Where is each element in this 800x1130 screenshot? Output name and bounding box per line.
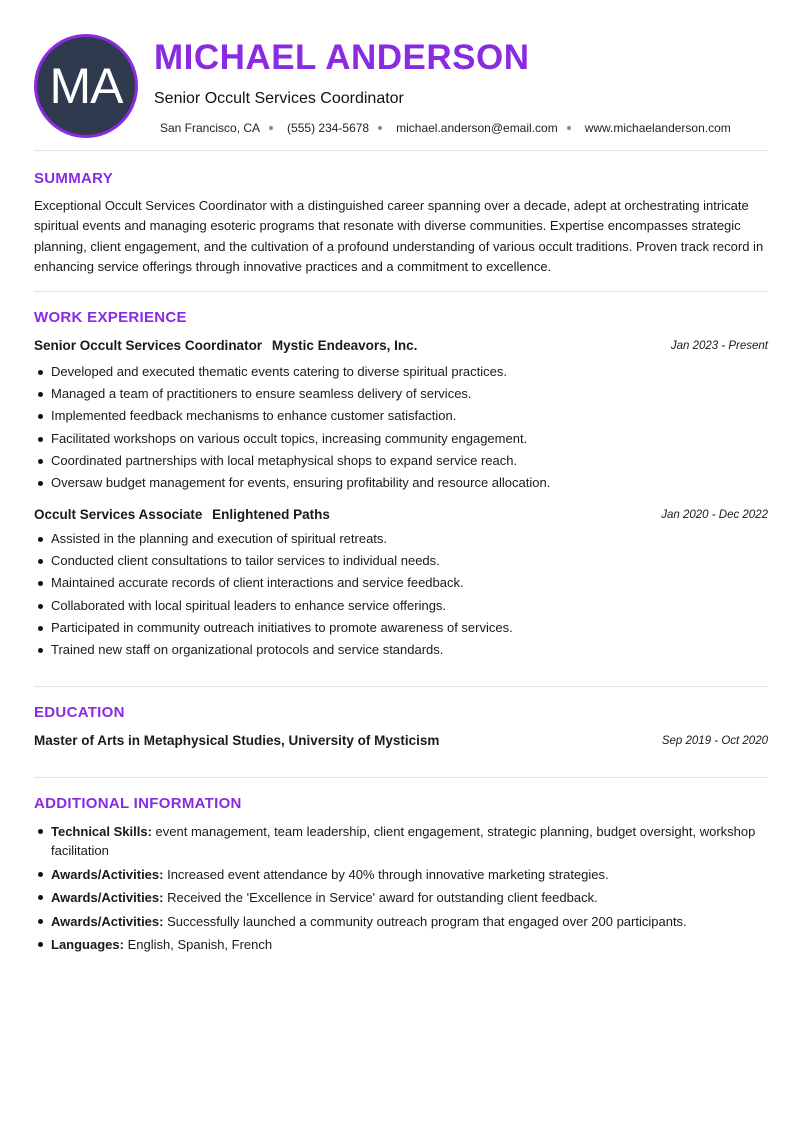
additional-list [34,822,768,959]
summary-text: Exceptional Occult Services Coordinator with a distinguished career spanning over a decade, adept at orchestrating intricate spiritual events and managing esoteric programs that resonate with diverse communities. Expertise encompasses strategic planning, client engagement, and the cultivation of a profound understanding of various occult traditions. Proven track record in enhancing service offerings through innovative practices and a commitment to excellence. [34,198,764,274]
job-dates: Jan 2020 - Dec 2022 [661,509,768,521]
contact-info [160,121,731,135]
item-label: Languages: [51,937,124,952]
divider [34,686,768,687]
separator-dot [567,126,571,130]
divider [34,777,768,778]
job-title: Occult Services Associate [34,507,203,522]
list-item: Trained new staff on organizational protocols and service standards. [34,639,768,661]
section-title-additional: ADDITIONAL INFORMATION [34,795,242,812]
section-title-experience: WORK EXPERIENCE [34,309,187,326]
job-company: Mystic Endeavors, Inc. [271,338,418,353]
list-item [34,935,768,954]
job-bullets [34,528,768,661]
job-header [34,507,768,522]
contact-email[interactable]: michael.anderson@email.com [396,121,558,135]
job-bullets [34,361,768,494]
item-label: Awards/Activities: [51,890,164,905]
list-item [34,822,768,860]
list-item: Developed and executed thematic events catering to diverse spiritual practices. [34,361,768,383]
list-item: Maintained accurate records of client interactions and service feedback. [34,572,768,594]
list-item [34,912,768,931]
item-label: Awards/Activities: [51,913,164,929]
job-company: Enlightened Paths [212,507,330,522]
item-text: English, Spanish, French [127,937,273,952]
section-title-summary: SUMMARY [34,170,114,187]
list-item [34,888,768,907]
job-dates: Jan 2023 - Present [670,340,768,352]
education-degree: Master of Arts in Metaphysical Studies, University of Mysticism [34,733,440,748]
avatar-initials: MA [49,58,123,114]
list-item: Implemented feedback mechanisms to enhance customer satisfaction. [34,405,768,427]
item-text: Successfully launched a community outreach program that engaged over 200 participants. [167,913,687,929]
item-text: event management, team leadership, client engagement, strategic planning, budget oversight, workshop facilitation [51,824,756,858]
education-dates: Sep 2019 - Oct 2020 [661,735,768,747]
divider [34,150,768,151]
separator-dot [378,126,382,130]
list-item: Facilitated workshops on various occult topics, increasing community engagement. [34,428,768,450]
list-item: Managed a team of practitioners to ensure seamless delivery of services. [34,383,768,405]
candidate-title: Senior Occult Services Coordinator [154,90,404,107]
job-title: Senior Occult Services Coordinator [34,338,263,353]
item-label: Awards/Activities: [51,866,164,882]
resume-header [34,34,768,138]
section-title-education: EDUCATION [34,704,125,721]
list-item: Coordinated partnerships with local metaphysical shops to expand service reach. [34,450,768,472]
item-text: Received the 'Excellence in Service' award for outstanding client feedback. [167,890,598,905]
separator-dot [269,126,273,130]
avatar [34,34,138,138]
contact-location: San Francisco, CA [160,121,261,135]
candidate-name: MICHAEL ANDERSON [154,38,530,77]
divider [34,291,768,292]
list-item: Conducted client consultations to tailor services to individual needs. [34,550,768,572]
list-item: Oversaw budget management for events, ensuring profitability and resource allocation. [34,472,768,494]
item-text: Increased event attendance by 40% through innovative marketing strategies. [167,866,609,882]
list-item: Assisted in the planning and execution of spiritual retreats. [34,528,768,550]
job-header [34,338,768,353]
list-item [34,865,768,884]
list-item: Collaborated with local spiritual leaders to enhance service offerings. [34,595,768,617]
contact-phone: (555) 234-5678 [287,121,370,135]
list-item: Participated in community outreach initiatives to promote awareness of services. [34,617,768,639]
contact-website[interactable]: www.michaelanderson.com [584,121,731,135]
item-label: Technical Skills: [51,824,152,839]
